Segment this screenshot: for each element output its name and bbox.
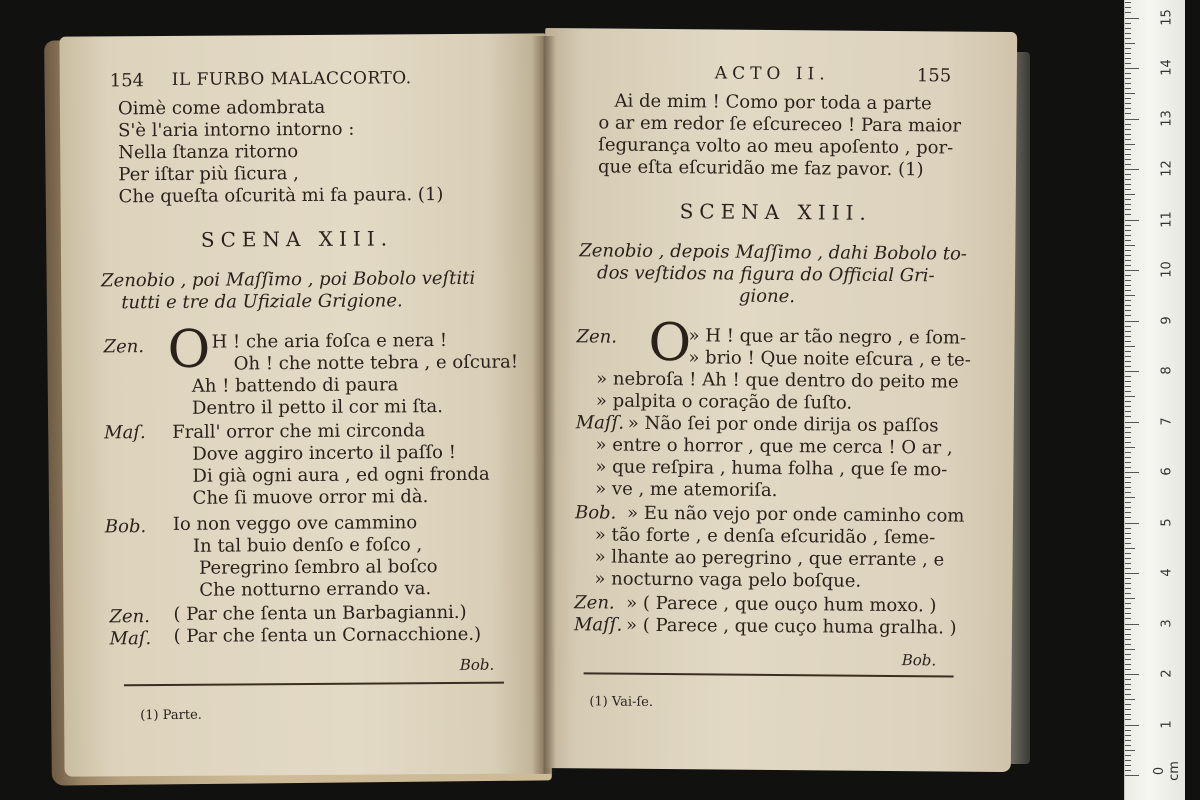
ruler-tick [1125,735,1131,736]
ruler-tick [1125,553,1131,554]
ruler-tick [1125,356,1131,357]
ruler-tick [1125,23,1131,24]
ruler-tick [1125,63,1131,64]
right-stage-direction-2: dos veſtidos na figura do Official Gri- [597,262,935,287]
ruler-tick [1125,578,1131,579]
ruler-tick [1125,714,1131,715]
right-speaker-mas: Maſſ. [575,412,625,434]
ruler-tick [1125,765,1131,766]
ruler-tick [1125,507,1131,508]
left-catchword: Bob. [459,655,495,674]
ruler-number: 12 [1159,160,1175,177]
ruler-tick [1125,255,1131,256]
text-line: Oh ! che notte tebra , e oſcura! [233,351,519,375]
ruler-tick [1125,568,1131,569]
ruler-tick [1125,477,1131,478]
text-line: H ! che aria foſca e nera ! [211,330,448,353]
ruler-tick [1125,730,1131,731]
ruler-tick [1125,598,1135,599]
text-line: » palpita o coração de ſuſto. [595,390,853,414]
text-line: » brio ! Que noite eſcura , e te- [688,347,971,371]
ruler-tick [1125,33,1131,34]
ruler-number: 8 [1159,366,1175,375]
text-line: » que reſpira , huma folha , que ſe mo- [595,456,948,481]
ruler-tick [1125,280,1131,281]
ruler-tick [1125,245,1135,246]
right-footnote: (1) Vai-ſe. [589,694,654,710]
ruler-tick [1125,220,1139,221]
ruler-tick [1125,639,1131,640]
text-line: » entre o horror , que me cerca ! O ar , [595,434,953,459]
left-speaker-mas-aside: Maſ. [109,628,152,650]
ruler-tick [1125,629,1131,630]
ruler-number: 10 [1159,261,1175,278]
left-stage-direction-1: Zenobio , poi Maſſimo , poi Bobolo veſtiti [101,267,476,292]
ruler-tick [1125,235,1131,236]
left-page [59,33,550,776]
ruler-number: 4 [1159,568,1175,577]
ruler-tick [1125,58,1131,59]
left-speaker-zen-aside: Zen. [109,606,151,628]
text-line: ſegurança volto ao meu apoſento , por- [598,134,954,159]
ruler-tick [1125,704,1131,705]
text-line: Che notturno errando va. [199,578,432,601]
ruler-tick [1125,225,1131,226]
ruler-tick [1125,250,1131,251]
left-speaker-bob: Bob. [104,516,147,538]
text-line: Nella ſtanza ritorno [118,141,299,164]
ruler-tick [1125,679,1131,680]
right-speaker-mas-aside: Maſſ. [573,614,623,636]
ruler-tick [1125,361,1131,362]
ruler-tick [1125,108,1131,109]
ruler-tick [1125,533,1131,534]
text-line: » H ! que ar tão negro , e ſom- [688,325,967,349]
ruler-tick [1125,83,1131,84]
ruler-tick [1125,376,1131,377]
ruler-tick [1125,487,1131,488]
ruler-number: 3 [1159,618,1175,628]
text-line: Dove aggiro incerto il paſſo ! [192,441,457,465]
ruler-number: 2 [1159,669,1175,678]
ruler-tick [1125,674,1139,675]
left-aside-mas: ( Par che ſenta un Cornacchione.) [173,623,482,647]
ruler-tick [1125,725,1139,726]
right-running-head: ACTO II. [714,63,830,85]
text-line: Dentro il petto il cor mi ſta. [191,396,443,419]
ruler-tick [1125,755,1131,756]
left-aside-zen: ( Par che ſenta un Barbagianni.) [173,601,467,625]
ruler-tick [1125,240,1131,241]
ruler-tick [1125,497,1135,498]
ruler-tick [1125,624,1139,625]
text-line: Di già ogni aura , ed ogni fronda [192,463,490,487]
ruler-tick [1125,164,1131,165]
ruler-tick [1125,502,1131,503]
ruler-tick [1125,134,1131,135]
ruler-tick [1125,98,1131,99]
ruler-tick [1125,265,1131,266]
ruler-tick [1125,401,1131,402]
left-stage-direction-2: tutti e tre da Ufiziale Grigione. [121,290,403,314]
ruler-tick [1125,512,1131,513]
ruler-tick [1125,391,1131,392]
ruler-tick [1125,548,1135,549]
ruler-tick [1125,174,1131,175]
ruler-tick [1125,230,1131,231]
left-footnote-rule [124,682,504,687]
ruler-tick [1125,396,1135,397]
ruler-tick [1125,427,1131,428]
left-footnote: (1) Parte. [140,707,202,724]
left-folio: 154 [109,70,145,92]
text-line: Che queſta oſcurità mi fa paura. (1) [118,184,444,208]
ruler-tick [1125,129,1131,130]
ruler-tick [1125,644,1131,645]
ruler-tick [1125,563,1131,564]
ruler-tick [1125,659,1131,660]
ruler-tick [1125,523,1139,524]
left-speaker-mas: Maſ. [104,422,146,444]
ruler-tick [1125,179,1131,180]
ruler-tick [1125,603,1131,604]
ruler-tick [1125,719,1131,720]
ruler-unit-label: 0 cm [1152,761,1182,781]
text-line: Per iſtar più ſicura , [118,163,299,186]
ruler-tick [1125,53,1131,54]
right-aside-zen: » ( Parece , que ouço hum moxo. ) [626,592,937,617]
text-line: » ve , me atemoriſa. [595,478,778,501]
ruler-tick [1125,775,1139,776]
ruler-tick [1125,18,1139,19]
ruler-tick [1125,437,1131,438]
ruler-tick [1125,618,1131,619]
ruler-tick [1125,422,1139,423]
ruler-tick [1125,538,1131,539]
ruler-tick [1125,305,1131,306]
ruler-tick [1125,588,1131,589]
ruler-number: 11 [1159,210,1175,228]
ruler-tick [1125,315,1131,316]
ruler-tick [1125,124,1131,125]
text-line: Peregrino ſembro al boſco [199,556,438,579]
ruler-tick [1125,48,1131,49]
ruler-tick [1125,189,1131,190]
ruler-tick [1125,154,1131,155]
text-line: S'è l'aria intorno intorno : [118,118,355,142]
ruler-tick [1125,113,1131,114]
ruler-tick [1125,760,1131,761]
ruler-tick [1125,12,1131,13]
ruler-tick [1125,745,1131,746]
text-line: Io non veggo ove cammino [172,512,418,535]
text-line: » nebroſa ! Ah ! que dentro do peito me [596,368,959,393]
ruler-tick [1125,184,1131,185]
text-line: que eſta eſcuridão me faz pavor. (1) [597,156,924,181]
ruler-tick [1125,103,1131,104]
right-speaker-bob: Bob. [574,502,617,524]
ruler-tick [1125,341,1131,342]
right-page [539,28,1017,772]
ruler-tick [1125,543,1131,544]
ruler-tick [1125,346,1135,347]
ruler-tick [1125,694,1131,695]
ruler-tick [1125,593,1131,594]
ruler-number: 9 [1159,315,1175,325]
ruler-tick [1125,699,1135,700]
ruler-tick [1125,43,1135,44]
ruler-tick [1125,447,1135,448]
text-line: » lhante ao peregrino , que errante , e [594,546,945,571]
ruler-tick [1125,68,1139,69]
ruler-tick [1125,664,1131,665]
ruler-tick [1125,684,1131,685]
ruler-tick [1125,432,1131,433]
ruler-tick [1125,78,1131,79]
ruler-tick [1125,583,1131,584]
ruler-tick [1125,38,1131,39]
ruler-tick [1125,351,1131,352]
ruler-tick [1125,386,1131,387]
ruler-number: 7 [1159,416,1175,426]
right-speaker-zen-aside: Zen. [574,592,615,614]
ruler-tick [1125,654,1131,655]
ruler-tick [1125,709,1131,710]
ruler-tick [1125,199,1131,200]
left-running-head: IL FURBO MALACCORTO. [171,68,412,90]
text-line: Ai de mim ! Como por toda a parte [614,90,932,115]
right-catchword: Bob. [901,651,937,670]
ruler-tick [1125,209,1131,210]
ruler-tick [1125,740,1131,741]
ruler-tick [1125,214,1131,215]
ruler-tick [1125,411,1131,412]
right-stage-direction-3: gione. [738,285,796,308]
text-line: » nocturno vaga pelo boſque. [594,568,862,592]
ruler-tick [1125,28,1131,29]
ruler-tick [1125,194,1135,195]
ruler-tick [1125,517,1131,518]
ruler-tick [1125,331,1131,332]
book-gutter [532,36,556,774]
ruler-tick [1125,669,1131,670]
ruler-tick [1125,613,1131,614]
ruler-tick [1125,406,1131,407]
right-scene-title: SCENA XIII. [679,199,872,225]
ruler-number: 14 [1159,59,1175,76]
ruler-number: 5 [1159,517,1175,527]
ruler-tick [1125,573,1139,574]
ruler-tick [1125,144,1135,145]
ruler-tick [1125,452,1131,453]
ruler-tick [1125,270,1139,271]
ruler-tick [1125,750,1135,751]
ruler-tick [1125,770,1131,771]
ruler-tick [1125,139,1131,140]
right-speaker-zen: Zen. [576,326,618,348]
ruler-tick [1125,457,1131,458]
text-line: Oimè come adombrata [117,96,326,120]
text-line: o ar em redor ſe eſcureceo ! Para maior [598,112,962,137]
ruler-tick [1125,149,1131,150]
ruler-tick [1125,275,1131,276]
ruler-tick [1125,7,1131,8]
text-line: Che ſi muove orror mi dà. [192,486,429,509]
ruler-tick [1125,93,1135,94]
ruler-tick [1125,442,1131,443]
text-line: » Não ſei por onde dirija os paſſos [627,412,939,437]
ruler-tick [1125,159,1131,160]
ruler-tick [1125,260,1131,261]
ruler-tick [1125,366,1131,367]
ruler-tick [1125,88,1131,89]
ruler-tick [1125,204,1131,205]
ruler-tick [1125,472,1139,473]
ruler-tick [1125,528,1131,529]
ruler-tick [1125,169,1139,170]
right-aside-mas: » ( Parece , que cuço huma gralha. ) [625,614,957,639]
measuring-ruler [1124,0,1185,800]
ruler-tick [1125,371,1139,372]
ruler-number: 1 [1159,719,1175,729]
ruler-tick [1125,300,1131,301]
ruler-tick [1125,381,1131,382]
text-line: » tão forte , e denſa eſcuridão , ſeme- [594,524,936,549]
ruler-tick [1125,689,1131,690]
ruler-tick [1125,336,1131,337]
ruler-tick [1125,467,1131,468]
ruler-tick [1125,608,1131,609]
ruler-tick [1125,462,1131,463]
ruler-tick [1125,119,1139,120]
right-folio: 155 [916,65,952,87]
ruler-number: 13 [1159,109,1175,127]
text-line: Frall' orror che mi circonda [172,420,426,443]
ruler-tick [1125,290,1131,291]
ruler-tick [1125,482,1131,483]
text-line: » Eu não vejo por onde caminho com [626,502,965,527]
text-line: In tal buio denſo e foſco , [192,534,423,557]
right-stage-direction-1: Zenobio , depois Maſſimo , dahi Bobolo to- [579,240,968,265]
ruler-tick [1125,634,1131,635]
ruler-tick [1125,321,1139,322]
ruler-tick [1125,558,1131,559]
ruler-number: 6 [1159,467,1175,476]
ruler-tick [1125,416,1131,417]
ruler-tick [1125,295,1135,296]
right-footnote-rule [584,672,954,677]
text-line: Ah ! battendo di paura [191,374,399,397]
ruler-number: 15 [1159,8,1175,26]
ruler-tick [1125,326,1131,327]
left-speaker-zen: Zen. [103,336,145,358]
left-scene-title: SCENA XIII. [200,226,394,252]
ruler-tick [1125,310,1131,311]
ruler-tick [1125,73,1131,74]
ruler-tick [1125,285,1131,286]
ruler-tick [1125,2,1131,3]
ruler-tick [1125,492,1131,493]
left-drop-cap: O [167,319,211,380]
right-drop-cap: O [648,312,692,374]
ruler-tick [1125,649,1135,650]
